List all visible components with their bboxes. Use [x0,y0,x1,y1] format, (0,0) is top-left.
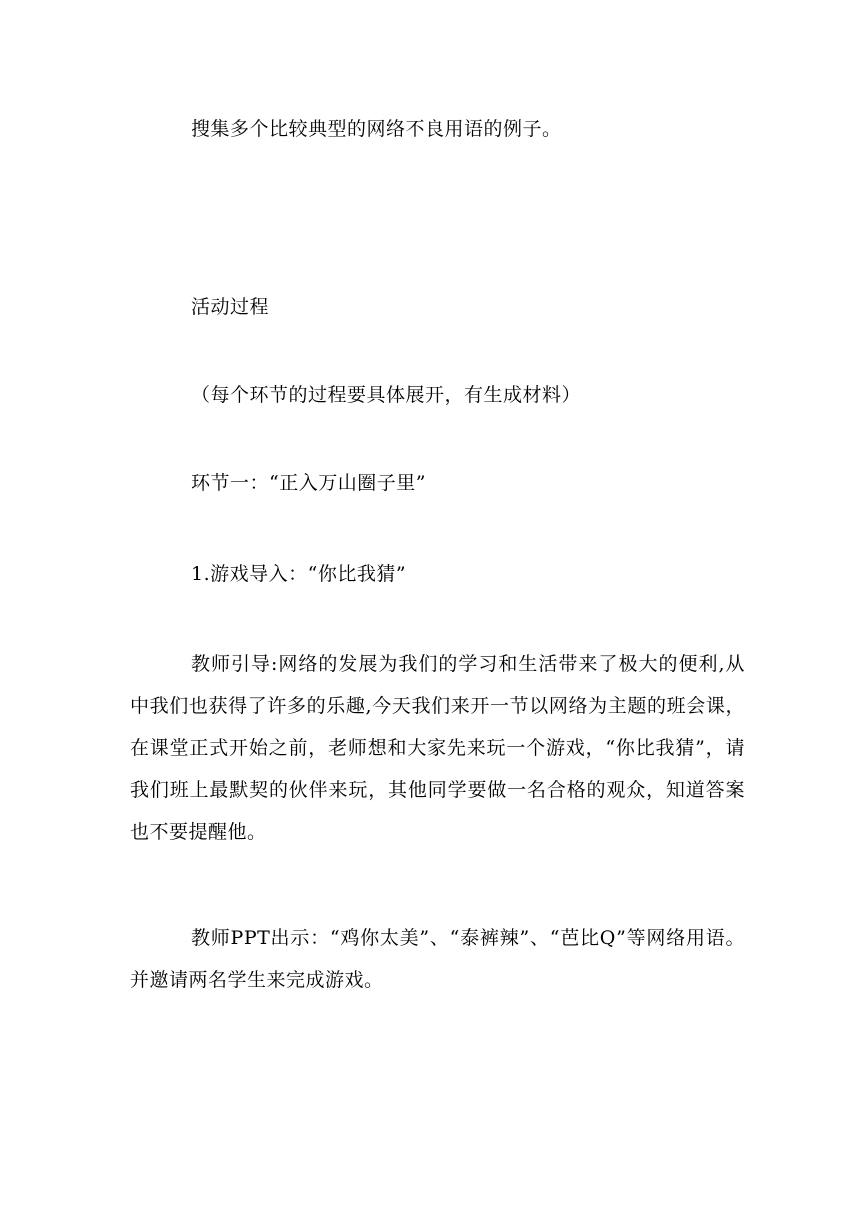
heading-activity-process: 活动过程 [191,296,270,318]
paragraph-note: （每个环节的过程要具体展开，有生成材料） [191,384,582,406]
paragraph-collect-examples: 搜集多个比较典型的网络不良用语的例子。 [191,118,562,140]
paragraph-teacher-guidance: 教师引导:网络的发展为我们的学习和生活带来了极大的便利,从中我们也获得了许多的乐趣,今天我们来开一节以网络为主题的班会课，在课堂正式开始之前，老师想和大家先来玩一个游戏，“你比我猜”，请我们班上最默契的伙伴来玩，其他同学要做一名合格的观众，知道答案也不要提醒他。 [130,653,745,843]
heading-section-one: 环节一：“正入万山圈子里” [191,472,426,494]
heading-game-intro: 1.游戏导入：“你比我猜” [191,563,407,585]
paragraph-teacher-ppt: 教师PPT出示：“鸡你太美”、“泰裤辣”、“芭比Q”等网络用语。并邀请两名学生来完成游戏。 [130,927,745,991]
